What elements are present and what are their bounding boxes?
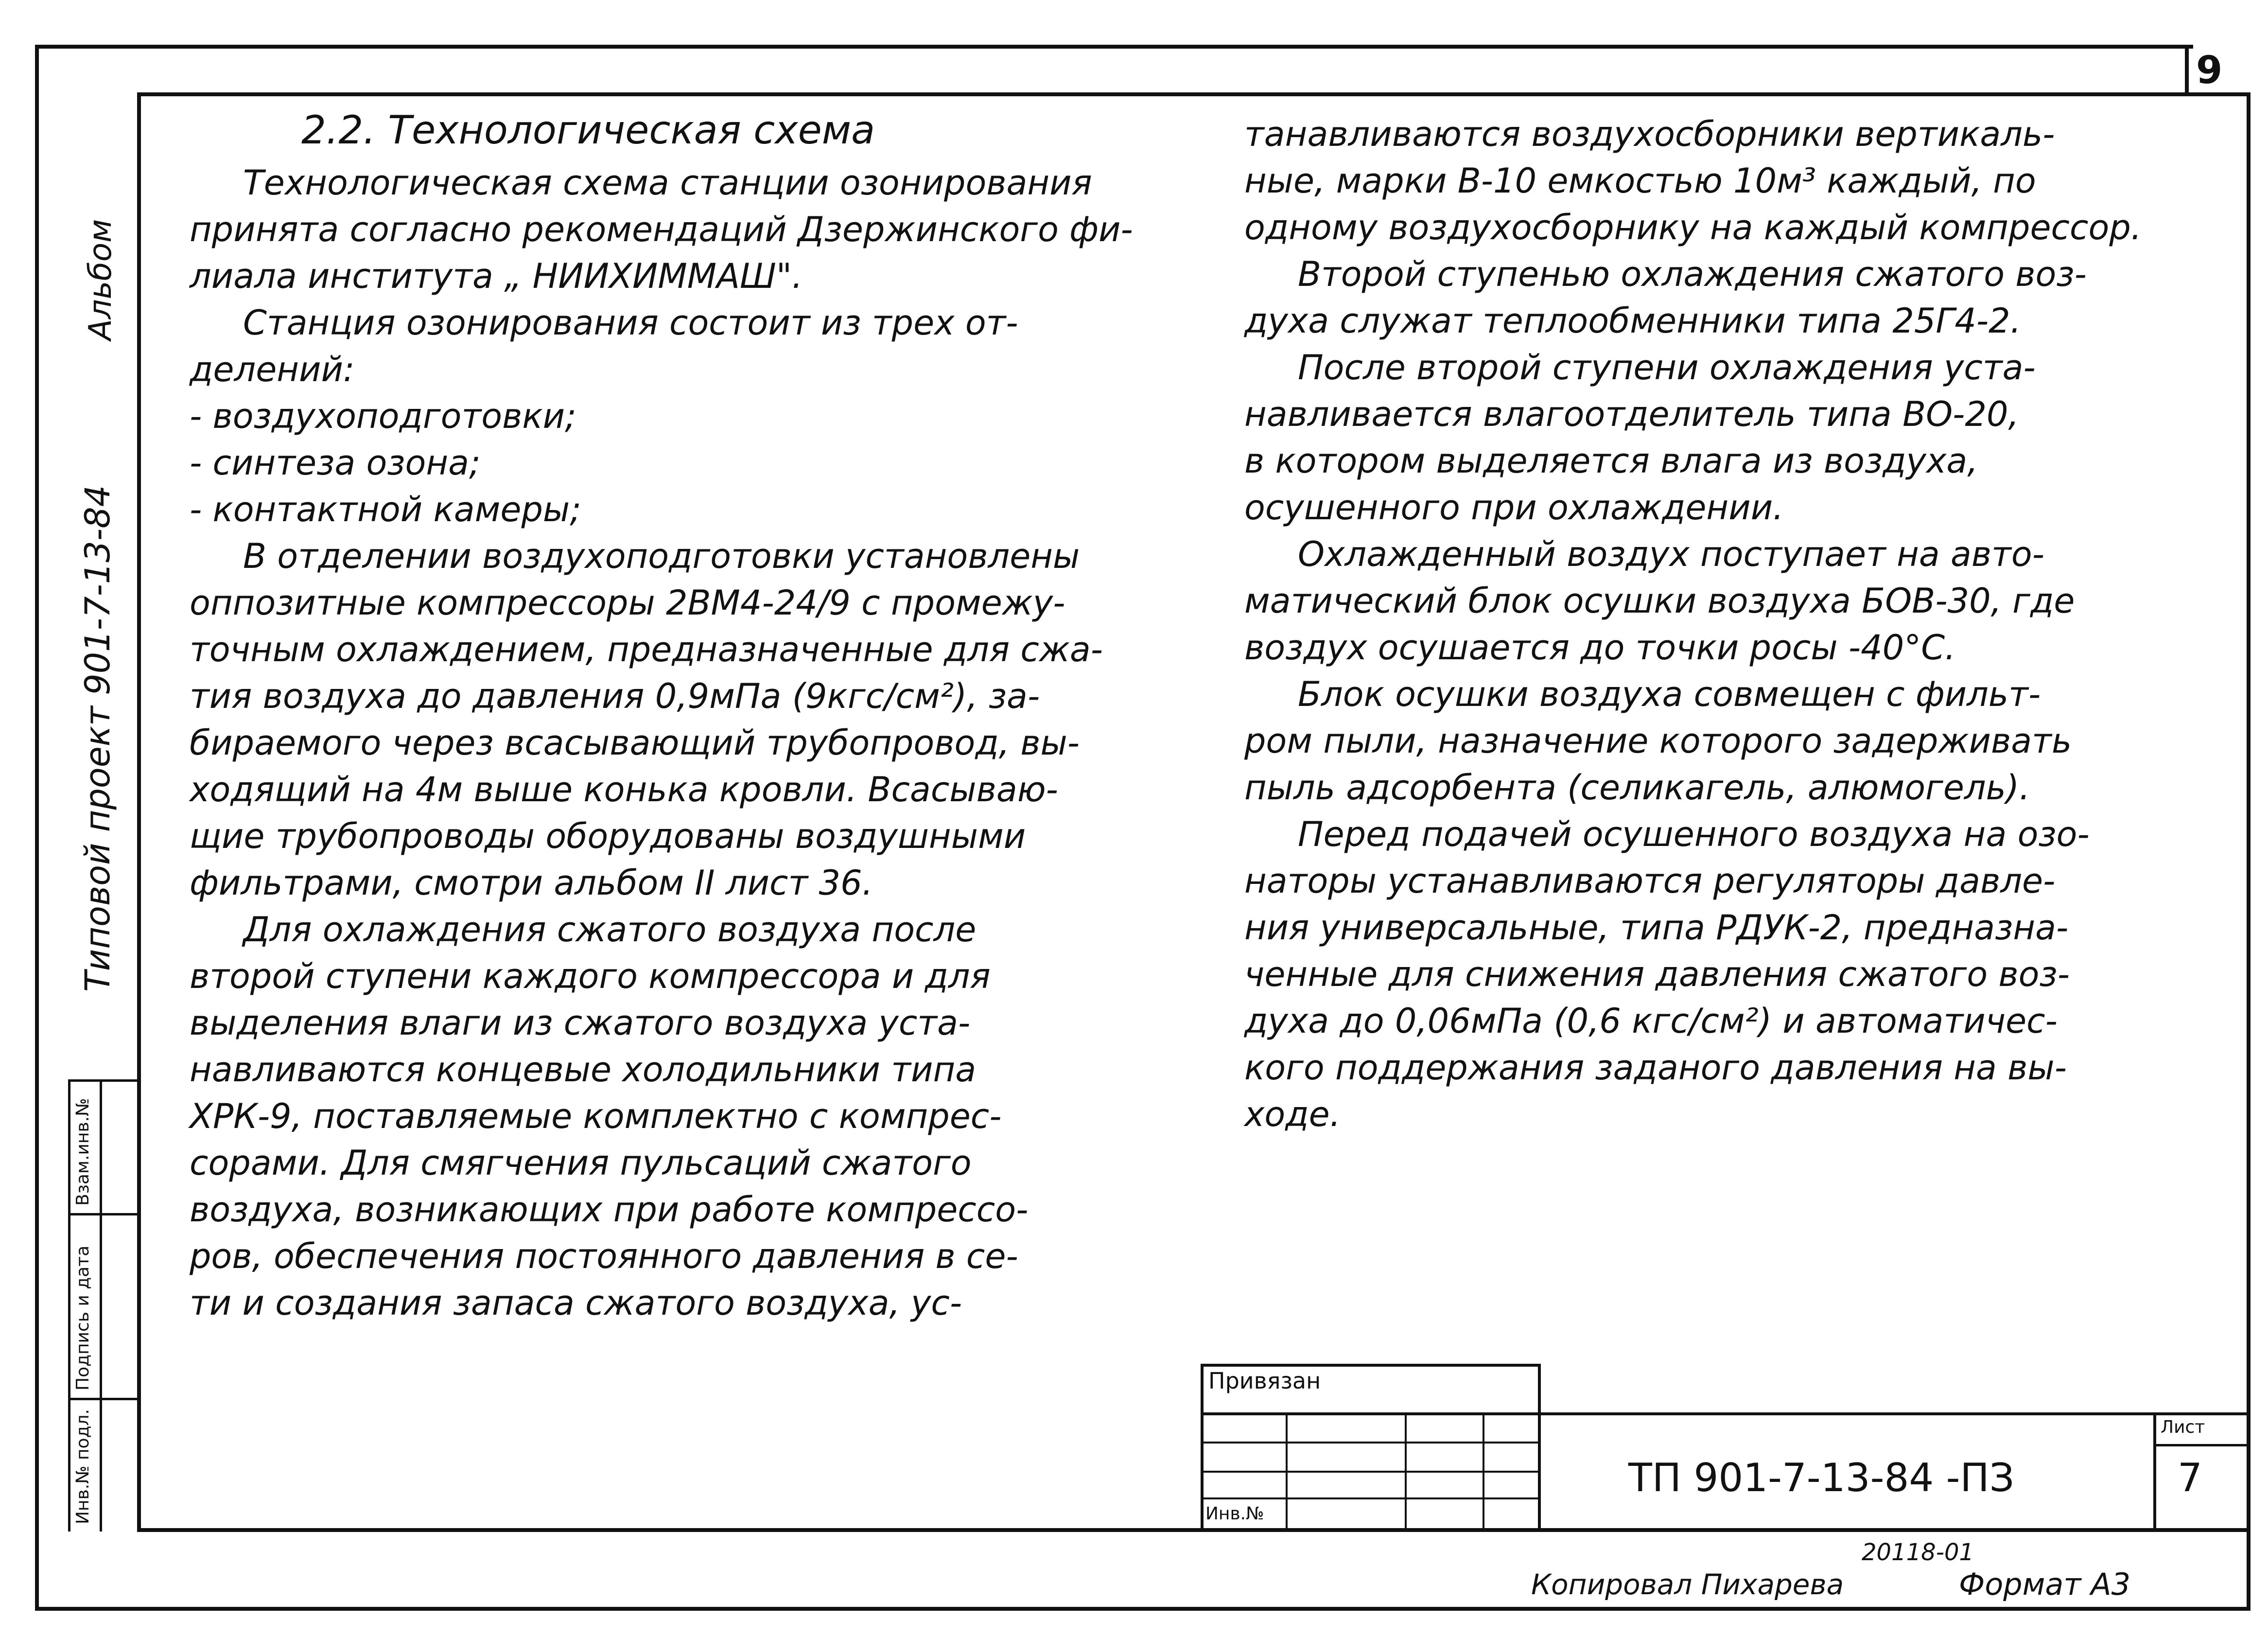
archive-number: 20118-01 (1862, 1539, 1974, 1566)
text-line: Для охлаждения сжатого воздуха после (243, 910, 977, 950)
text-line: принята согласно рекомендаций Дзержинского фи- (190, 210, 1133, 249)
tb-row-4 (1201, 1497, 1541, 1499)
text-line: сорами. Для смягчения пульсаций сжатого (190, 1143, 972, 1183)
tb-row-3 (1201, 1471, 1541, 1473)
text-line: воздуха, возникающих при работе компрессо- (190, 1190, 1029, 1230)
text-line: навливается влагоотделитель типа ВО-20, (1244, 394, 2019, 434)
text-line: осушенного при охлаждении. (1244, 488, 1784, 528)
outer-frame-top (35, 45, 2193, 49)
inner-frame-left (137, 92, 141, 1531)
text-line: делений: (190, 350, 355, 389)
text-line: - синтеза озона; (190, 443, 481, 483)
text-line: кого поддержания заданого давления на вы- (1244, 1048, 2067, 1088)
privyazan-label: Привязан (1208, 1368, 1321, 1394)
tb-row-2 (1201, 1442, 1541, 1443)
text-line: ходящий на 4м выше конька кровли. Всасываю- (190, 770, 1058, 810)
tb-right-small (1538, 1364, 1541, 1531)
text-line: - воздухоподготовки; (190, 396, 576, 436)
text-line: лиала института „ НИИХИММАШ". (190, 256, 803, 296)
left-column (190, 106, 1186, 1326)
text-line: воздух осушается до точки росы -40°С. (1244, 628, 1956, 668)
text-line: ченные для снижения давления сжатого воз- (1244, 954, 2070, 994)
text-line: навливаются концевые холодильники типа (190, 1050, 977, 1090)
stamp-strip-left (68, 1079, 70, 1531)
outer-frame-left (35, 45, 39, 1610)
text-line: точным охлаждением, предназначенные для сжа- (190, 630, 1103, 669)
text-line: бираемого через всасывающий трубопровод, вы- (190, 723, 1080, 763)
stamp-div-2 (68, 1398, 139, 1400)
text-line: После второй ступени охлаждения уста- (1298, 348, 2036, 387)
text-line: оппозитные компрессоры 2ВМ4-24/9 с промежу- (190, 583, 1065, 623)
text-line: ния универсальные, типа РДУК-2, предназна- (1244, 908, 2069, 948)
outer-frame-bottom (35, 1607, 2251, 1611)
text-line: в котором выделяется влага из воздуха, (1244, 441, 1978, 481)
right-column (1244, 111, 2236, 1138)
text-line: танавливаются воздухосборники вертикаль- (1244, 114, 2055, 154)
stamp-cell-replace: Взам.инв.№ (73, 1098, 93, 1206)
text-line: Охлажденный воздух поступает на авто- (1298, 534, 2045, 574)
text-line: выделения влаги из сжатого воздуха уста- (190, 1003, 971, 1043)
stamp-strip-top (68, 1079, 139, 1082)
text-line: В отделении воздухоподготовки установлены (243, 536, 1080, 576)
section-heading: 2.2. Технологическая схема (301, 107, 875, 153)
stamp-div-1 (68, 1213, 139, 1215)
text-line: Станция озонирования состоит из трех от- (243, 303, 1018, 343)
sheet-number: 7 (2178, 1455, 2202, 1500)
text-line: ходе. (1244, 1094, 1341, 1134)
stamp-cell-signature: Подпись и дата (73, 1245, 93, 1391)
text-line: тия воздуха до давления 0,9мПа (9кгс/см²), за- (190, 676, 1040, 716)
text-line: ные, марки В-10 емкостью 10м³ каждый, по (1244, 161, 2036, 201)
inner-frame-top (137, 92, 2251, 96)
text-line: щие трубопроводы оборудованы воздушными (190, 816, 1026, 856)
project-label: Типовой проект 901-7-13-84 (78, 485, 118, 992)
tb-col-1 (1286, 1412, 1288, 1531)
corner-box-left (2185, 45, 2189, 95)
inv-label: Инв.№ (1205, 1504, 1264, 1524)
text-line: одному воздухосборнику на каждый компрессор. (1244, 208, 2142, 247)
stamp-cell-inv: Инв.№ подл. (73, 1409, 93, 1524)
tb-left (1201, 1364, 1204, 1531)
sheet-corner-number: 9 (2196, 49, 2223, 92)
tb-col-2 (1405, 1412, 1407, 1531)
text-line: Технологическая схема станции озонирования (243, 163, 1092, 203)
text-line: - контактной камеры; (190, 490, 581, 529)
text-line: Второй ступенью охлаждения сжатого воз- (1298, 254, 2087, 294)
sheet-label: Лист (2161, 1417, 2205, 1437)
text-line: матический блок осушки воздуха БОВ-30, где (1244, 581, 2075, 621)
text-line: наторы устанавливаются регуляторы давле- (1244, 861, 2056, 901)
text-line: Блок осушки воздуха совмещен с фильт- (1298, 674, 2041, 714)
tb-col-3 (1483, 1412, 1484, 1531)
album-label: Альбом (83, 219, 119, 340)
tb-sheet-left (2153, 1412, 2156, 1531)
doc-code: ТП 901-7-13-84 -ПЗ (1628, 1455, 2014, 1500)
text-line: фильтрами, смотри альбом II лист 36. (190, 863, 873, 903)
stamp-strip-mid (100, 1079, 102, 1531)
tb-row-1 (1201, 1412, 2251, 1415)
tb-sheet-div (2153, 1444, 2251, 1446)
format-label: Формат А3 (1959, 1567, 2131, 1602)
text-line: ти и создания запаса сжатого воздуха, ус- (190, 1283, 962, 1323)
text-line: ров, обеспечения постоянного давления в се- (190, 1236, 1018, 1276)
tb-top (1201, 1364, 1541, 1367)
text-line: ром пыли, назначение которого задерживать (1244, 721, 2072, 761)
copied-by: Копировал Пихарева (1531, 1568, 1844, 1601)
text-line: духа до 0,06мПа (0,6 кгс/см²) и автоматичес- (1244, 1001, 2058, 1041)
text-line: пыль адсорбента (селикагель, алюмогель). (1244, 768, 2030, 808)
text-line: второй ступени каждого компрессора и для (190, 956, 991, 996)
text-line: Перед подачей осушенного воздуха на озо- (1298, 814, 2090, 854)
text-line: духа служат теплообменники типа 25Г4-2. (1244, 301, 2021, 341)
title-block (1201, 1364, 2251, 1531)
text-line: ХРК-9, поставляемые комплектно с компрес- (190, 1096, 1002, 1136)
